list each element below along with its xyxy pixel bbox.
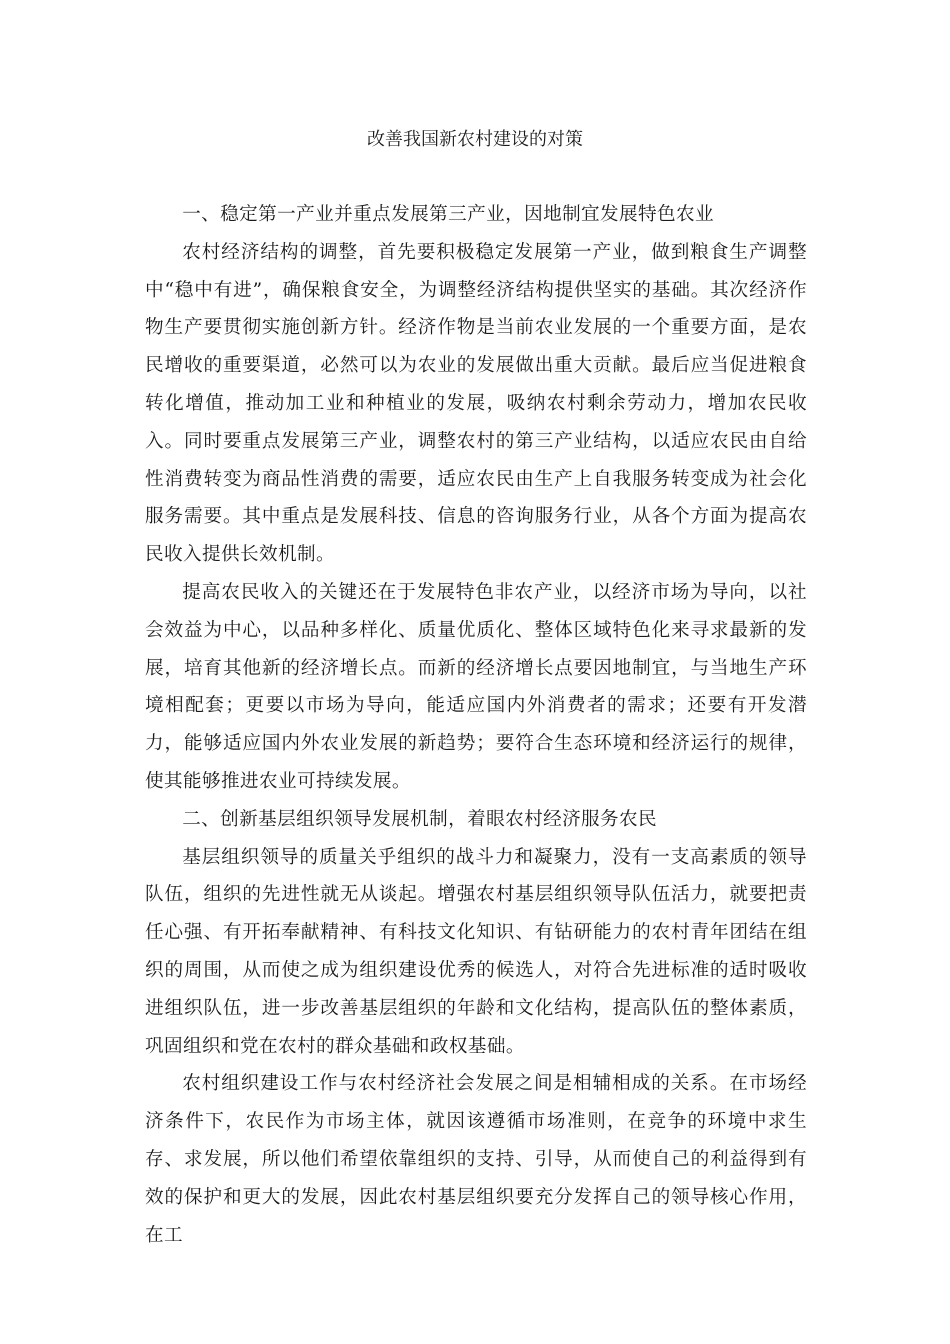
paragraph: 提高农民收入的关键还在于发展特色非农产业，以经济市场为导向，以社会效益为中心，以品种多样化、质量优质化、整体区域特色化来寻求最新的发展，培育其他新的经济增长点。而新的经济增长点要因地制宜，与当地生产环境相配套；更要以市场为导向，能适应国内外消费者的需求；还要有开发潜力，能够适应国内外农业发展的新趋势；要符合生态环境和经济运行的规律，使其能够推进农业可持续发展。 [145, 581, 807, 792]
paragraph: 农村经济结构的调整，首先要积极稳定发展第一产业，做到粮食生产调整中“稳中有进”，确保粮食安全，为调整经济结构提供坚实的基础。其次经济作物生产要贯彻实施创新方针。经济作物是当前农业发展的一个重要方面，是农民增收的重要渠道，必然可以为农业的发展做出重大贡献。最后应当促进粮食转化增值，推动加工业和种植业的发展，吸纳农村剩余劳动力，增加农民收入。同时要重点发展第三产业，调整农村的第三产业结构，以适应农民由自给性消费转变为商品性消费的需要，适应农民由生产上自我服务转变成为社会化服务需要。其中重点是发展科技、信息的咨询服务行业，从各个方面为提高农民收入提供长效机制。 [145, 241, 807, 566]
section-heading-1: 一、稳定第一产业并重点发展第三产业，因地制宜发展特色农业 [182, 204, 715, 225]
section-heading-2: 二、创新基层组织领导发展机制，着眼农村经济服务农民 [182, 808, 658, 830]
document-title: 改善我国新农村建设的对策 [367, 129, 583, 150]
paragraph: 农村组织建设工作与农村经济社会发展之间是相辅相成的关系。在市场经济条件下，农民作为市场主体，就因该遵循市场准则，在竞争的环境中求生存、求发展，所以他们希望依靠组织的支持、引导，从而使自己的利益得到有效的保护和更大的发展，因此农村基层组织要充分发挥自己的领导核心作用，在工 [145, 1073, 807, 1246]
paragraph: 基层组织领导的质量关乎组织的战斗力和凝聚力，没有一支高素质的领导队伍，组织的先进性就无从谈起。增强农村基层组织领导队伍活力，就要把责任心强、有开拓奉献精神、有科技文化知识、有钻研能力的农村青年团结在组织的周围，从而使之成为组织建设优秀的候选人，对符合先进标准的适时吸收进组织队伍，进一步改善基层组织的年龄和文化结构，提高队伍的整体素质，巩固组织和党在农村的群众基础和政权基础。 [145, 846, 807, 1057]
document-body [145, 196, 807, 1254]
